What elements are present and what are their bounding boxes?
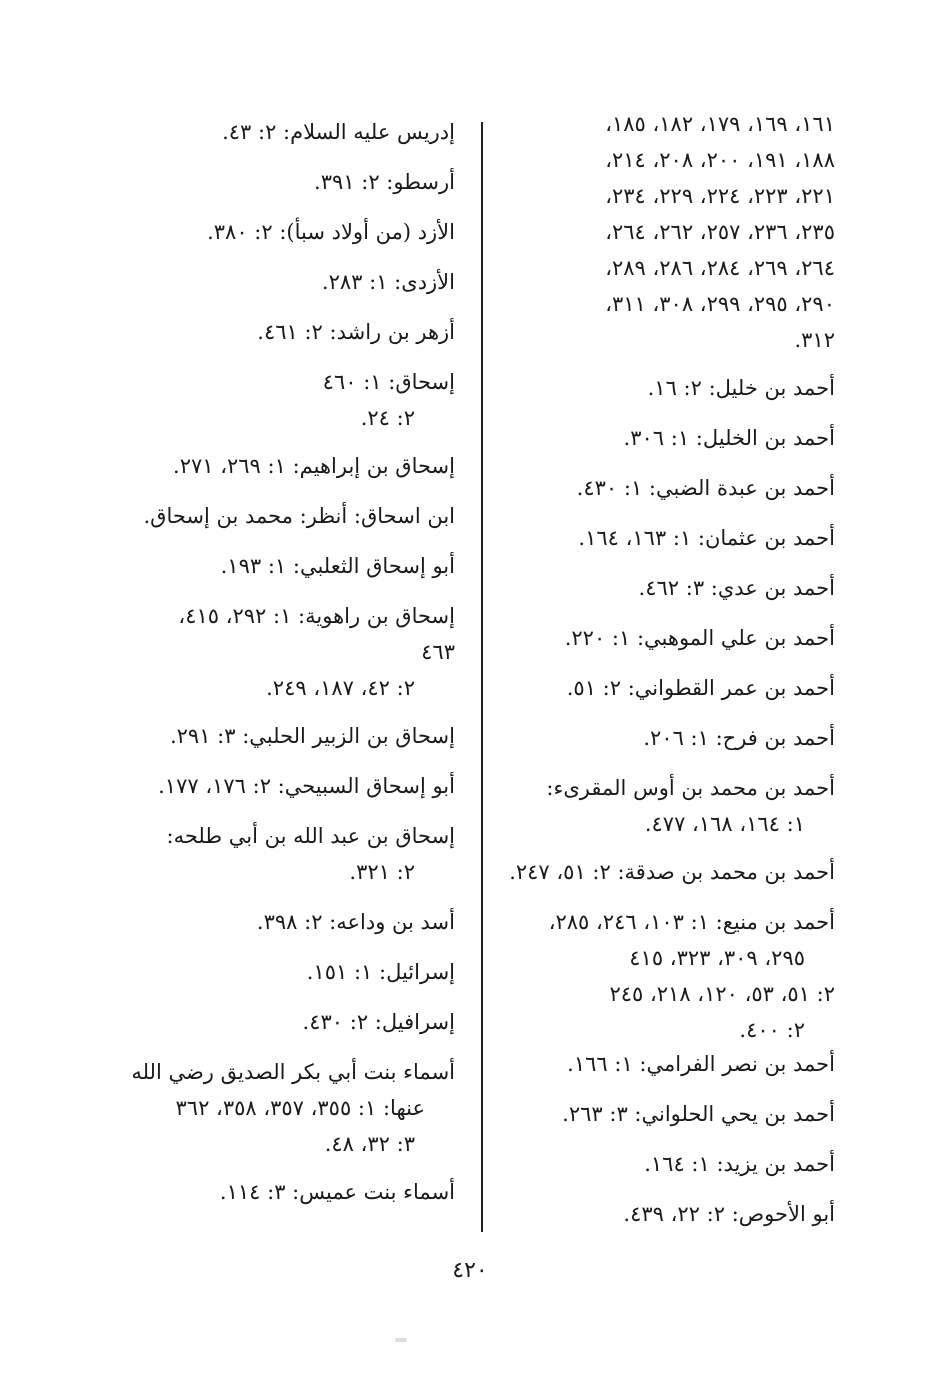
index-entry-line: ٤٦٣	[421, 640, 455, 664]
index-entry-line: ١٦١، ١٦٩، ١٧٩، ١٨٢، ١٨٥،	[605, 112, 835, 136]
index-entry-line: ١: ١٦٤، ١٦٨، ٤٧٧.	[644, 812, 805, 836]
index-entry-line: ٢٣٥، ٢٣٦، ٢٥٧، ٢٦٢، ٢٦٤،	[605, 220, 835, 244]
index-entry-line: ٢: ٣٢١.	[349, 860, 415, 884]
index-entry-line: أحمد بن منيع: ١: ١٠٣، ٢٤٦، ٢٨٥،	[548, 910, 835, 934]
index-entry-line: أحمد بن محمد بن أوس المقرىء:	[546, 776, 835, 800]
index-entry-line: أسد بن وداعه: ٢: ٣٩٨.	[256, 910, 455, 934]
index-entry-line: أحمد بن يحي الحلواني: ٣: ٢٦٣.	[562, 1102, 835, 1126]
index-entry-line: الأزدى: ١: ٢٨٣.	[321, 270, 455, 294]
index-entry-line: إسحاق بن إبراهيم: ١: ٢٦٩، ٢٧١.	[173, 454, 455, 478]
index-entry-line: ٢٢١، ٢٢٣، ٢٢٤، ٢٢٩، ٢٣٤،	[605, 184, 835, 208]
index-entry-line: ١٨٨، ١٩١، ٢٠٠، ٢٠٨، ٢١٤،	[605, 148, 835, 172]
index-entry-line: إسحاق بن راهوية: ١: ٢٩٢، ٤١٥،	[178, 604, 455, 628]
index-entry-line: إسحاق بن عبد الله بن أبي طلحه:	[166, 824, 455, 848]
index-entry-line: أبو إسحاق السبيحي: ٢: ١٧٦، ١٧٧.	[158, 774, 455, 798]
index-entry-line: أحمد بن عثمان: ١: ١٦٣، ١٦٤.	[578, 526, 835, 550]
index-entry-line: أحمد بن عدي: ٣: ٤٦٢.	[638, 576, 835, 600]
index-entry-line: ابن اسحاق: أنظر: محمد بن إسحاق.	[143, 504, 455, 528]
index-entry-line: أزهر بن راشد: ٢: ٤٦١.	[257, 320, 455, 344]
index-entry-line: ٣١٢.	[794, 328, 835, 352]
index-entry-line: أحمد بن فرح: ١: ٢٠٦.	[643, 726, 835, 750]
index-entry-line: أسماء بنت أبي بكر الصديق رضي الله	[131, 1060, 455, 1084]
index-entry-line: أرسطو: ٢: ٣٩١.	[314, 170, 455, 194]
column-divider	[481, 122, 483, 1232]
page-number: ٤٢٠	[452, 1258, 488, 1283]
index-entry-line: أحمد بن الخليل: ١: ٣٠٦.	[623, 426, 835, 450]
index-entry-line: ٢: ٢٤.	[360, 406, 415, 430]
index-entry-line: ٢: ٤٢، ١٨٧، ٢٤٩.	[266, 676, 415, 700]
index-entry-line: أحمد بن عبدة الضبي: ١: ٤٣٠.	[576, 476, 835, 500]
index-entry-line: ٢٩٠، ٢٩٥، ٢٩٩، ٣٠٨، ٣١١،	[605, 292, 835, 316]
index-entry-line: إدريس عليه السلام: ٢: ٤٣.	[222, 120, 455, 144]
index-entry-line: ٢: ٥١، ٥٣، ١٢٠، ٢١٨، ٢٤٥	[609, 982, 835, 1006]
index-entry-line: عنها: ١: ٣٥٥، ٣٥٧، ٣٥٨، ٣٦٢	[175, 1096, 425, 1120]
index-entry-line: أحمد بن عمر القطواني: ٢: ٥١.	[566, 676, 835, 700]
scan-smudge	[395, 1338, 407, 1342]
index-entry-line: إسرافيل: ٢: ٤٣٠.	[302, 1010, 455, 1034]
index-entry-line: أحمد بن نصر الفرامي: ١: ١٦٦.	[567, 1052, 835, 1076]
index-entry-line: أحمد بن محمد بن صدقة: ٢: ٥١، ٢٤٧.	[509, 860, 835, 884]
index-entry-line: ٢٩٥، ٣٠٩، ٣٢٣، ٤١٥	[629, 946, 805, 970]
index-entry-line: إسرائيل: ١: ١٥١.	[306, 960, 455, 984]
index-entry-line: أحمد بن يزيد: ١: ١٦٤.	[644, 1152, 835, 1176]
index-entry-line: أبو الأحوص: ٢: ٢٢، ٤٣٩.	[623, 1202, 835, 1226]
index-entry-line: ٢٦٤، ٢٦٩، ٢٨٤، ٢٨٦، ٢٨٩،	[605, 256, 835, 280]
index-entry-line: ٢: ٤٠٠.	[739, 1018, 805, 1042]
index-entry-line: ٣: ٣٢، ٤٨.	[324, 1132, 415, 1156]
index-entry-line: إسحاق: ١: ٤٦٠	[322, 370, 455, 394]
index-entry-line: أحمد بن خليل: ٢: ١٦.	[647, 376, 835, 400]
index-entry-line: أحمد بن علي الموهبي: ١: ٢٢٠.	[564, 626, 835, 650]
index-entry-line: أبو إسحاق الثعلبي: ١: ١٩٣.	[220, 554, 455, 578]
index-entry-line: أسماء بنت عميس: ٣: ١١٤.	[219, 1180, 455, 1204]
index-entry-line: إسحاق بن الزبير الحلبي: ٣: ٢٩١.	[169, 724, 455, 748]
index-entry-line: الأزد (من أولاد سبأ): ٢: ٣٨٠.	[207, 220, 455, 244]
